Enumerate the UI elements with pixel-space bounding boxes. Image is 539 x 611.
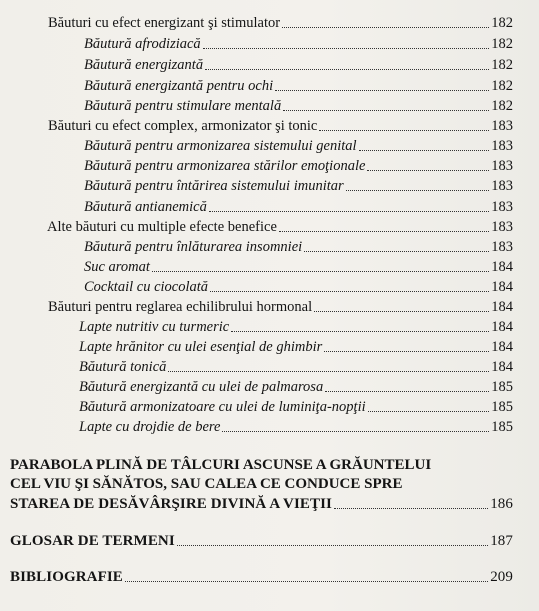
toc-entry-title: Băuturi cu efect complex, armonizator şi tonic — [48, 118, 318, 134]
toc-entry-page: 185 — [491, 419, 513, 435]
toc-entry-page: 185 — [491, 399, 513, 415]
dot-leader — [346, 190, 489, 191]
toc-entry-title: Lapte cu drojdie de bere — [79, 419, 221, 435]
toc-entry-page: 184 — [491, 259, 513, 275]
toc-entry-title: Suc aromat — [84, 259, 150, 275]
dot-leader — [203, 48, 489, 49]
toc-entry[interactable] — [47, 216, 513, 236]
toc-entry[interactable] — [84, 256, 513, 276]
toc-entry-page: 185 — [491, 379, 513, 395]
toc-entry[interactable] — [79, 316, 513, 336]
toc-entry-page: 182 — [491, 78, 513, 94]
toc-entry-title: Băutură pentru stimulare mentală — [84, 98, 282, 114]
toc-entry-title: Băutură pentru întărirea sistemului imunitar — [84, 178, 344, 194]
toc-entry-page: 186 — [490, 496, 513, 512]
toc-entry-page: 182 — [491, 36, 513, 52]
toc-entry-title: Lapte nutritiv cu turmeric — [79, 319, 230, 335]
toc-entry[interactable] — [79, 336, 513, 356]
toc-entry[interactable] — [48, 12, 513, 32]
chapter-title-line: STAREA DE DESĂVÂRŞIRE DIVINĂ A VIEŢII — [10, 496, 332, 512]
dot-leader — [283, 110, 489, 111]
toc-entry-page: 184 — [491, 339, 513, 355]
dot-leader — [325, 391, 489, 392]
dot-leader — [168, 371, 489, 372]
toc-entry-title: Alte băuturi cu multiple efecte benefice — [47, 219, 277, 235]
toc-entry[interactable] — [84, 236, 513, 256]
toc-entry-page: 183 — [491, 158, 513, 174]
toc-entry[interactable] — [48, 115, 513, 135]
toc-chapter-entry[interactable] — [10, 566, 513, 586]
dot-leader — [209, 211, 489, 212]
dot-leader — [275, 90, 489, 91]
toc-entry[interactable] — [48, 296, 513, 316]
dot-leader — [304, 251, 489, 252]
toc-chapter-entry[interactable] — [10, 493, 513, 513]
toc-entry[interactable] — [79, 416, 513, 436]
toc-entry-title: Băutură pentru înlăturarea insomniei — [84, 239, 303, 255]
dot-leader — [177, 545, 488, 546]
toc-entry-title: Băutură pentru armonizarea sistemului genital — [84, 138, 357, 154]
toc-entry-page: 183 — [491, 219, 513, 235]
toc-entry-page: 182 — [491, 57, 513, 73]
toc-entry[interactable] — [84, 175, 513, 195]
toc-entry-title: Băutură armonizatoare cu ulei de luminiţa-nopţii — [79, 399, 366, 415]
dot-leader — [359, 150, 489, 151]
toc-entry-title: Băuturi cu efect energizant şi stimulator — [48, 15, 281, 31]
toc-entry[interactable] — [84, 155, 513, 175]
toc-entry-title: Cocktail cu ciocolată — [84, 279, 209, 295]
dot-leader — [282, 27, 489, 28]
chapter-title-line: CEL VIU ŞI SĂNĂTOS, SAU CALEA CE CONDUCE SPRE — [10, 476, 403, 492]
toc-chapter-entry[interactable] — [10, 530, 513, 550]
toc-entry-page: 183 — [491, 199, 513, 215]
toc-entry-page: 187 — [490, 533, 513, 549]
toc-entry[interactable] — [84, 276, 513, 296]
chapter-title: BIBLIOGRAFIE — [10, 569, 123, 585]
dot-leader — [152, 271, 489, 272]
toc-entry-page: 184 — [491, 319, 513, 335]
dot-leader — [210, 291, 489, 292]
chapter-title: GLOSAR DE TERMENI — [10, 533, 175, 549]
toc-entry[interactable] — [79, 376, 513, 396]
toc-entry[interactable] — [79, 356, 513, 376]
toc-entry-title: Băutură antianemică — [84, 199, 207, 215]
dot-leader — [205, 69, 489, 70]
toc-entry[interactable] — [84, 75, 513, 95]
toc-entry-page: 209 — [490, 569, 513, 585]
dot-leader — [319, 130, 489, 131]
toc-entry-title: Băutură energizantă cu ulei de palmarosa — [79, 379, 324, 395]
dot-leader — [324, 351, 489, 352]
toc-entry-page: 183 — [491, 178, 513, 194]
toc-entry[interactable] — [84, 95, 513, 115]
toc-entry-page: 184 — [491, 359, 513, 375]
dot-leader — [279, 231, 489, 232]
dot-leader — [368, 411, 489, 412]
dot-leader — [367, 170, 489, 171]
dot-leader — [231, 331, 489, 332]
toc-entry-title: Băuturi pentru reglarea echilibrului hormonal — [48, 299, 313, 315]
dot-leader — [222, 431, 489, 432]
toc-entry-page: 183 — [491, 138, 513, 154]
toc-entry[interactable] — [84, 54, 513, 74]
toc-entry-page: 183 — [491, 118, 513, 134]
toc-entry[interactable] — [84, 196, 513, 216]
dot-leader — [334, 508, 488, 509]
toc-entry-title: Băutură afrodiziacă — [84, 36, 201, 52]
toc-entry-page: 182 — [491, 98, 513, 114]
toc-entry-page: 184 — [491, 279, 513, 295]
toc-entry-title: Băutură pentru armonizarea stărilor emoţionale — [84, 158, 366, 174]
toc-entry-page: 182 — [491, 15, 513, 31]
toc-entry-title: Băutură energizantă — [84, 57, 204, 73]
toc-entry-title: Băutură tonică — [79, 359, 167, 375]
toc-entry[interactable] — [84, 33, 513, 53]
toc-entry[interactable] — [79, 396, 513, 416]
toc-entry-page: 184 — [491, 299, 513, 315]
dot-leader — [314, 311, 489, 312]
dot-leader — [125, 581, 488, 582]
toc-entry-title: Băutură energizantă pentru ochi — [84, 78, 274, 94]
toc-entry[interactable] — [84, 135, 513, 155]
chapter-title-line: PARABOLA PLINĂ DE TÂLCURI ASCUNSE A GRĂUNTELUI — [10, 457, 432, 473]
toc-entry-page: 183 — [491, 239, 513, 255]
toc-entry-title: Lapte hrănitor cu ulei esenţial de ghimbir — [79, 339, 323, 355]
